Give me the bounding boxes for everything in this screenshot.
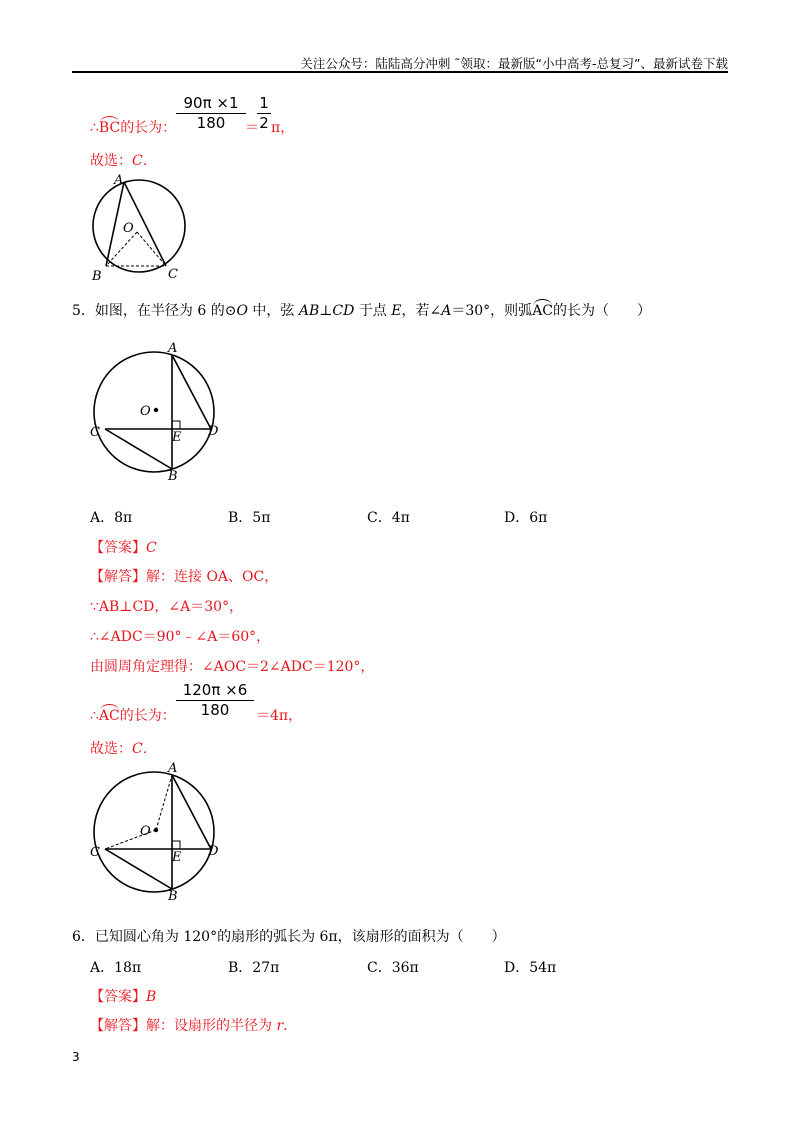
q6-analysis-text: 解：设扇形的半径为	[146, 1018, 277, 1034]
prev-fraction	[176, 94, 246, 132]
arc-bc-label: BC	[98, 120, 121, 136]
circle-shape	[93, 180, 185, 272]
radius-ob	[106, 232, 137, 266]
q5-stem-angle-a: A	[441, 303, 452, 319]
prev-choose-answer: C．	[132, 153, 157, 169]
chord-cb	[105, 849, 172, 889]
q5-fraction-denominator: 180	[200, 701, 230, 719]
analysis-tag: 【解答】	[90, 1018, 146, 1034]
q5-length-text: 的长为：	[119, 708, 176, 724]
prev-length-text: 的长为：	[120, 120, 177, 136]
q5-stem-part: 的长为（ ）	[553, 303, 652, 319]
q5-analysis-line-4: 由圆周角定理得：∠AOC＝2∠ADC＝120°，	[90, 659, 375, 675]
page-header: 关注公众号：陆陆高分冲刺 ˜领取：最新版“小中高考-总复习”、最新试卷下载	[300, 56, 728, 71]
prev-fraction-denominator: 180	[196, 114, 226, 132]
half-denominator: 2	[259, 114, 269, 132]
q6-answer-value: B	[146, 989, 157, 1005]
q6-option-c: C．36π	[367, 960, 419, 976]
answer-tag: 【答案】	[90, 989, 146, 1005]
point-d-label: D	[208, 844, 219, 859]
header-rule	[72, 71, 728, 73]
half-numerator: 1	[259, 94, 269, 112]
q5-stem-arc-ac: AC	[532, 303, 554, 319]
center-point	[154, 408, 158, 412]
prev-circle-figure	[84, 170, 194, 285]
center-point	[154, 828, 158, 832]
point-b-label: B	[92, 269, 102, 284]
q6-answer-line	[90, 986, 156, 1006]
point-e-label: E	[172, 430, 182, 445]
prev-choose-text: 故选：	[90, 153, 132, 169]
q5-fraction	[176, 681, 254, 719]
q6-option-a: A．18π	[90, 960, 142, 976]
answer-tag: 【答案】	[90, 540, 146, 556]
chord-ab	[106, 182, 124, 266]
point-c-label: C	[168, 267, 178, 282]
q5-analysis-text-1: 解：连接 OA、OC，	[146, 569, 279, 585]
q5-stem	[72, 300, 651, 320]
q5-stem-cd: CD	[332, 303, 355, 319]
q5-figure	[84, 338, 234, 483]
radius-oa	[156, 775, 172, 830]
q5-choose-line	[90, 738, 157, 758]
point-c-label: C	[90, 845, 100, 860]
point-c-label: C	[90, 425, 100, 440]
q5-option-d: D．6π	[504, 510, 548, 526]
q5-stem-ab: AB	[298, 303, 320, 319]
point-a-label: A	[114, 173, 124, 188]
prev-arc-length-line: ∴BC的长为：	[90, 120, 177, 136]
right-angle-mark	[172, 841, 180, 849]
chord-cb	[105, 429, 172, 469]
q5-stem-part: 5．如图，在半径为 6 的⊙	[72, 303, 237, 319]
q5-analysis-line-2: ∵AB⊥CD，∠A＝30°，	[90, 599, 244, 615]
q5-analysis-line-3: ∴∠ADC＝90°﹣∠A＝60°，	[90, 629, 271, 645]
q5-arc-length-line: ∴AC的长为：	[90, 708, 176, 724]
q5-stem-e: E	[391, 303, 402, 319]
q5-stem-part: ，若∠	[401, 303, 442, 319]
q5-stem-part: ⊥	[319, 303, 333, 319]
point-a-label: A	[168, 341, 178, 356]
point-o-label: O	[140, 404, 151, 419]
page-number: 3	[72, 1050, 80, 1064]
prev-half-fraction	[257, 94, 271, 132]
q6-option-b: B．27π	[228, 960, 280, 976]
point-b-label: B	[168, 469, 178, 483]
q5-analysis-line-1	[90, 566, 278, 586]
q6-stem: 6．已知圆心角为 120°的扇形的弧长为 6π，该扇形的面积为（ ）	[72, 929, 506, 945]
q6-option-d: D．54π	[504, 960, 557, 976]
q5-stem-part: 于点	[354, 303, 392, 319]
q5-solution-figure	[84, 758, 234, 903]
point-d-label: D	[208, 424, 219, 439]
q5-option-a: A．8π	[90, 510, 133, 526]
q5-answer-line	[90, 537, 157, 557]
right-angle-mark	[172, 421, 180, 429]
q6-analysis-line-1	[90, 1015, 297, 1035]
prev-pi-tail: π，	[271, 120, 295, 136]
point-o-label: O	[123, 221, 134, 236]
q5-result: ＝4π，	[256, 708, 303, 724]
q5-stem-o: O	[236, 303, 248, 319]
q6-analysis-var: r	[276, 1018, 284, 1034]
q5-option-b: B．5π	[228, 510, 271, 526]
circle-shape	[94, 352, 214, 472]
q5-option-c: C．4π	[367, 510, 410, 526]
prev-equals: ＝	[245, 120, 259, 136]
prev-choose-line	[90, 150, 157, 170]
analysis-tag: 【解答】	[90, 569, 146, 585]
arc-ac-label: AC	[98, 708, 120, 724]
circle-shape	[94, 772, 214, 892]
q6-analysis-text: ．	[283, 1018, 298, 1034]
point-e-label: E	[172, 850, 182, 865]
q5-stem-part: 中，弦	[247, 303, 299, 319]
point-o-label: O	[140, 824, 151, 839]
prev-fraction-numerator: 90π ×1	[183, 94, 239, 112]
q5-fraction-numerator: 120π ×6	[182, 681, 248, 699]
q5-choose-answer: C．	[132, 741, 157, 757]
point-a-label: A	[168, 761, 178, 776]
q5-stem-part: ＝30°，则弧	[451, 303, 533, 319]
q5-choose-text: 故选：	[90, 741, 132, 757]
point-b-label: B	[168, 889, 178, 903]
q5-answer-value: C	[146, 540, 157, 556]
